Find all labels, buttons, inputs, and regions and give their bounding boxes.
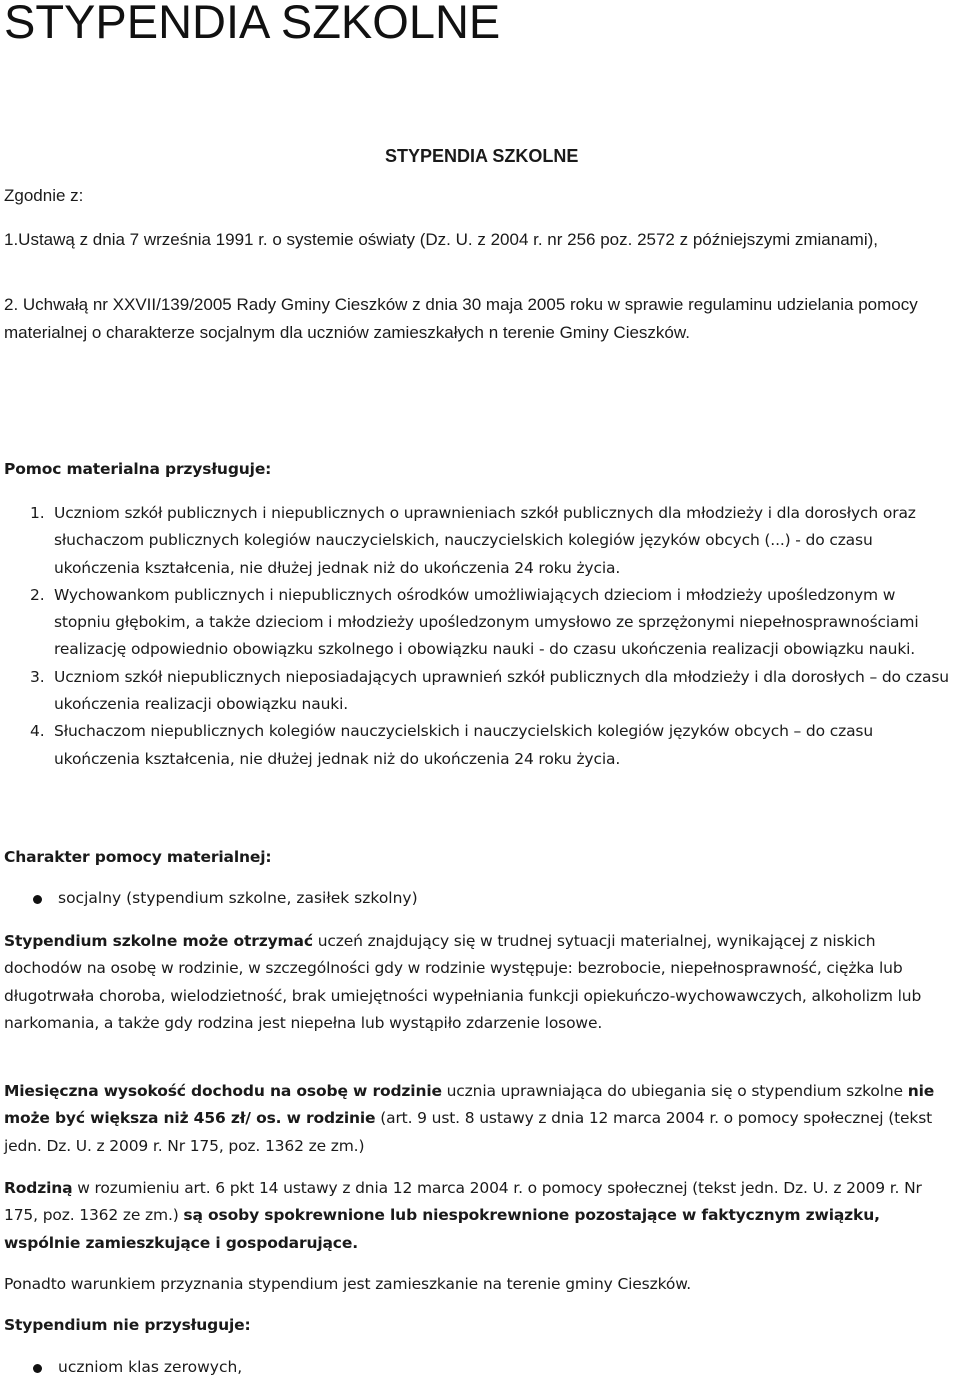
page-title: STYPENDIA SZKOLNE bbox=[4, 0, 501, 48]
list-item-number: 4. bbox=[30, 722, 45, 741]
list-item-text: Uczniom szkół publicznych i niepublicznych o uprawnieniach szkół publicznych dla młodzieży i dla dorosłych oraz słuchaczom publicznych kolegiów nauczycielskich, nauczycielskich kolegiów języków obcych (...) - do czasu ukończenia kształcenia, nie dłużej jednak niż do ukończenia 24 roku życia. bbox=[54, 504, 916, 577]
document-subtitle: STYPENDIA SZKOLNE bbox=[385, 146, 579, 166]
who-receives-bold: Stypendium szkolne może otrzymać bbox=[4, 932, 313, 950]
income-bold-2: nie może być większa niż 456 zł/ os. w rodzinie bbox=[4, 1082, 935, 1128]
list-item-text: Wychowankom publicznych i niepublicznych ośrodków umożliwiających dzieciom i młodzieży upośledzonym w stopniu głębokim, a także dzieciom i młodzieży upośledzonym umysłowo ze sprzężonymi niepełnosprawnościami realizację odpowiednio obowiązku szkolnego i obowiązku nauki - do czasu ukończenia realizacji obowiązku nauki. bbox=[54, 585, 919, 659]
residence-paragraph: Ponadto warunkiem przyznania stypendium jest zamieszkanie na terenie gminy Cieszków. bbox=[4, 1275, 692, 1293]
list-item-text: socjalny (stypendium szkolne, zasiłek szkolny) bbox=[58, 889, 418, 907]
not-eligible-heading: Stypendium nie przysługuje: bbox=[4, 1316, 251, 1334]
list-item bbox=[0, 718, 952, 773]
list-item-text: uczniom klas zerowych, bbox=[58, 1358, 243, 1376]
character-list bbox=[0, 885, 952, 912]
income-text-1: ucznia uprawniająca do ubiegania się o stypendium szkolne bbox=[441, 1082, 908, 1100]
income-bold-1: Miesięczna wysokość dochodu na osobę w rodzinie bbox=[4, 1082, 442, 1100]
bullet-icon bbox=[33, 1364, 42, 1373]
list-item-number: 3. bbox=[30, 667, 45, 686]
income-paragraph bbox=[4, 1078, 956, 1160]
list-item bbox=[0, 582, 952, 664]
who-receives-text: uczeń znajdujący się w trudnej sytuacji materialnej, wynikającej z niskich dochodów na osobę w rodzinie, w szczególności gdy w rodzinie występuje: bezrobocie, niepełnosprawność, ciężka lub długotrwała choroba, wielodzietność, brak umiejętności wypełniania funkcji opiekuńczo-wychowawczych, alkoholizm lub narkomania, a także gdy rodzina jest niepełna lub wystąpiło zdarzenie losowe. bbox=[4, 932, 922, 1032]
family-paragraph bbox=[4, 1175, 956, 1257]
legal-basis-item-2: 2. Uchwałą nr XXVII/139/2005 Rady Gminy Cieszków z dnia 30 maja 2005 roku w sprawie regulaminu udzielania pomocy materialnej o charakterze socjalnym dla uczniów zamieszkałych n terenie Gminy Cieszków. bbox=[4, 295, 918, 342]
who-receives-paragraph bbox=[4, 928, 956, 1037]
legal-basis-item-1: 1.Ustawą z dnia 7 września 1991 r. o systemie oświaty (Dz. U. z 2004 r. nr 256 poz. 2572 z późniejszymi zmianami), bbox=[4, 230, 878, 249]
list-item bbox=[0, 664, 952, 719]
family-text-1: w rozumieniu art. 6 pkt 14 ustawy z dnia 12 marca 2004 r. o pomocy społecznej (tekst jedn. Dz. U. z 2009 r. Nr 175, poz. 1362 ze zm.) bbox=[4, 1179, 922, 1225]
list-item-text: Słuchaczom niepublicznych kolegiów nauczycielskich i nauczycielskich kolegiów języków obcych – do czasu ukończenia kształcenia, nie dłużej jednak niż do ukończenia 24 roku życia. bbox=[54, 722, 874, 768]
eligibility-list bbox=[0, 500, 952, 773]
list-item-number: 1. bbox=[30, 504, 45, 522]
eligibility-heading: Pomoc materialna przysługuje: bbox=[4, 460, 272, 478]
list-item-text: Uczniom szkół niepublicznych nieposiadających uprawnień szkół publicznych dla młodzieży i dla dorosłych – do czasu ukończenia realizacji obowiązku nauki. bbox=[54, 667, 949, 714]
character-heading: Charakter pomocy materialnej: bbox=[4, 848, 272, 866]
income-text-2: (art. 9 ust. 8 ustawy z dnia 12 marca 2004 r. o pomocy społecznej (tekst jedn. Dz. U. z 2009 r. Nr 175, poz. 1362 ze zm.) bbox=[4, 1109, 933, 1155]
list-item bbox=[0, 885, 952, 912]
bullet-icon bbox=[33, 895, 42, 904]
not-eligible-list bbox=[0, 1354, 952, 1380]
list-item bbox=[0, 500, 952, 582]
family-bold-1: Rodziną bbox=[4, 1179, 73, 1197]
legal-basis-intro: Zgodnie z: bbox=[4, 186, 84, 205]
family-bold-2: są osoby spokrewnione lub niespokrewnione pozostające w faktycznym związku, wspólnie zamieszkujące i gospodarujące. bbox=[4, 1206, 880, 1252]
list-item-number: 2. bbox=[30, 585, 45, 604]
list-item bbox=[0, 1354, 952, 1380]
